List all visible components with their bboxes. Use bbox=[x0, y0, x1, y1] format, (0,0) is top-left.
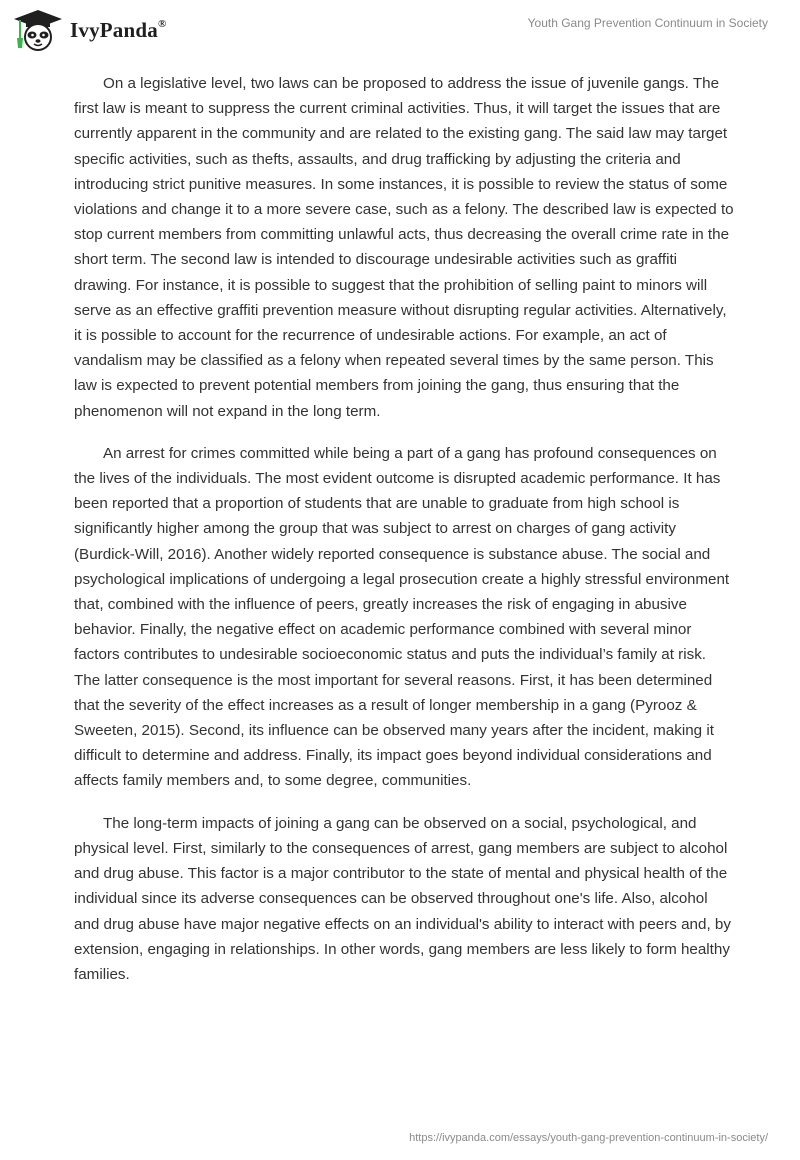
paragraph-long-term-impacts: The long-term impacts of joining a gang can be observed on a social, psychological, and physical level. First, similarly to the consequences of arrest, gang members are subject to alcohol and drug abuse. This factor is a major contributor to the state of mental and physical health of the individual since its adverse consequences can be observed throughout one's life. Also, alcohol and drug abuse have major negative effects on an individual's ability to interact with peers and, by extension, engaging in relationships. In other words, gang members are less likely to form healthy families. bbox=[74, 814, 731, 983]
panda-graduation-cap-icon bbox=[12, 8, 64, 52]
essay-body bbox=[74, 71, 734, 1004]
paragraph-legislative-laws: On a legislative level, two laws can be proposed to address the issue of juvenile gangs. The first law is meant to suppress the current criminal activities. Thus, it will target the issues that are currently apparent in the community and are related to the existing gang. The said law may target specific activities, such as thefts, assaults, and drug trafficking by adjusting the criteria and introducing strict punitive measures. In some instances, it is possible to review the status of some violations and change it to a more severe case, such as a felony. The described law is expected to stop current members from committing unlawful acts, thus decreasing the overall crime rate in the short term. The second law is intended to discourage undesirable activities such as graffiti drawing. For instance, it is possible to suggest that the prohibition of selling paint to minors will serve as an effective graffiti prevention measure without disrupting regular activities. Alternatively, it is possible to account for the recurrence of undesirable actions. For example, an act of vandalism may be classified as a felony when repeated several times by the same person. This law is expected to prevent potential members from joining the gang, thus ensuring that the phenomenon will not expand in the long term. bbox=[74, 75, 734, 420]
document-title: Youth Gang Prevention Continuum in Society bbox=[527, 16, 768, 30]
paragraph-arrest-consequences: An arrest for crimes committed while being a part of a gang has profound consequences on the lives of the individuals. The most evident outcome is disrupted academic performance. It has been reported that a proportion of students that are unable to graduate from high school is significantly higher among the group that was subject to arrest on charges of gang activity (Burdick-Will, 2016). Another widely reported consequence is substance abuse. The social and psychological implications of undergoing a legal prosecution create a highly stressful environment that, combined with the influence of peers, greatly increases the risk of engaging in abusive behavior. Finally, the negative effect on academic performance combined with several minor factors contributes to undesirable socioeconomic status and puts the individual’s family at risk. The latter consequence is the most important for several reasons. First, it has been determined that the severity of the effect increases as a result of longer membership in a gang (Pyrooz & Sweeten, 2015). Second, its influence can be observed many years after the incident, making it difficult to determine and address. Finally, its impact goes beyond individual considerations and affects family members and, to some degree, communities. bbox=[74, 444, 730, 790]
logo-wordmark: IvyPanda® bbox=[70, 17, 167, 42]
page-header bbox=[0, 0, 800, 60]
ivypanda-logo[interactable] bbox=[12, 8, 166, 52]
source-url[interactable]: https://ivypanda.com/essays/youth-gang-prevention-continuum-in-society/ bbox=[409, 1132, 768, 1144]
